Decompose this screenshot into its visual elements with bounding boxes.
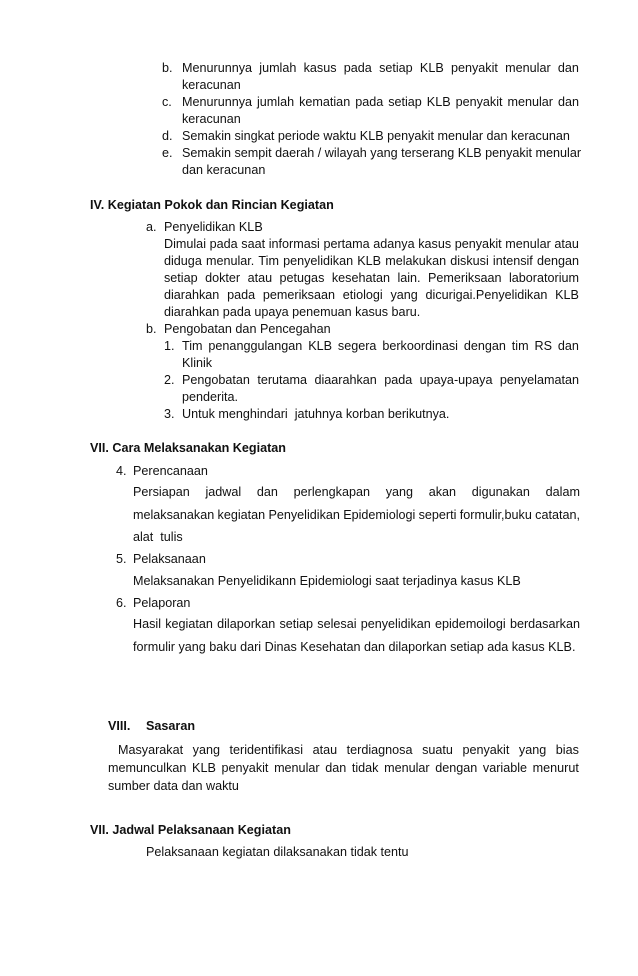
word: dan <box>256 485 278 499</box>
word: lain. <box>397 271 421 285</box>
list-marker: 3. <box>164 407 175 421</box>
word: dalam <box>545 485 580 499</box>
item-6-line1 <box>133 617 580 632</box>
paragraph-a-line5: diarahkan pada upaya penemuan kasus baru. <box>164 305 421 319</box>
word: KLB <box>426 95 451 109</box>
word: dicurigai.Penyelidikan <box>425 288 548 302</box>
word: pertama <box>323 237 370 251</box>
word: seperti <box>418 508 457 522</box>
subsection-b-title: Pengobatan dan Pencegahan <box>164 322 331 336</box>
word: dan <box>557 339 579 353</box>
list-item-1-line1 <box>182 339 579 354</box>
word: selesai <box>317 617 357 631</box>
list-item-1-line2: Klinik <box>182 356 213 370</box>
word: digunakan <box>471 485 530 499</box>
word: KLB <box>357 254 382 268</box>
list-marker: 5. <box>116 552 127 566</box>
word: menular <box>384 761 430 775</box>
word: pada <box>343 61 372 75</box>
word: penyakit <box>450 61 498 75</box>
word: jumlah <box>259 61 297 75</box>
word: menular <box>505 237 551 251</box>
word: Tim <box>258 254 279 268</box>
word: setiap <box>279 617 314 631</box>
list-item-c-line1 <box>182 95 579 110</box>
word: petugas <box>279 271 325 285</box>
word: berdasarkan <box>509 617 580 631</box>
list-marker: 2. <box>164 373 175 387</box>
word: dengan <box>536 254 579 268</box>
item-4-line1 <box>133 485 580 500</box>
word: kematian <box>299 95 351 109</box>
word: tidak <box>351 761 379 775</box>
word: informasi <box>268 237 320 251</box>
item-4-title: Perencanaan <box>133 464 208 478</box>
word: Hasil <box>133 617 161 631</box>
word: KLB <box>419 61 444 75</box>
word: melakukan <box>385 254 447 268</box>
word: bias <box>555 743 579 757</box>
word: dengan <box>435 761 478 775</box>
word: kasus <box>303 61 337 75</box>
word: jumlah <box>257 95 295 109</box>
word: tim <box>511 339 529 353</box>
word: KLB <box>555 288 579 302</box>
word: Pengobatan <box>182 373 250 387</box>
list-item-e-line2: dan keracunan <box>182 163 266 177</box>
list-item-3: Untuk menghindari jatuhnya korban berikutnya. <box>182 407 450 421</box>
word: Menurunnya <box>182 95 253 109</box>
paragraph-a-line1 <box>164 237 579 252</box>
word: diduga <box>164 254 202 268</box>
word: KLB <box>308 339 332 353</box>
word: jadwal <box>205 485 242 499</box>
section-viii-number: VIII. <box>108 719 131 733</box>
sasaran-line2 <box>108 761 579 776</box>
word: diaarahkan <box>314 373 377 387</box>
word: kegiatan <box>217 508 266 522</box>
word: Pemeriksaan <box>428 271 502 285</box>
word: dengan <box>463 339 506 353</box>
word: Menurunnya <box>182 61 253 75</box>
word: adanya <box>373 237 415 251</box>
word: Tim <box>182 339 203 353</box>
word: dan <box>557 61 579 75</box>
word: dilaporkan <box>217 617 276 631</box>
section-jadwal-heading: VII. Jadwal Pelaksanaan Kegiatan <box>90 823 291 837</box>
word: menular <box>505 61 551 75</box>
word: diarahkan <box>164 288 220 302</box>
list-marker: b. <box>146 322 157 336</box>
list-marker: a. <box>146 220 157 234</box>
word: epidemoilogi <box>435 617 506 631</box>
word: dokter <box>205 271 241 285</box>
word: terutama <box>257 373 308 387</box>
word: upaya-upaya <box>419 373 493 387</box>
word: melaksanakan <box>133 508 215 522</box>
word: suatu <box>422 743 453 757</box>
word: variable <box>482 761 528 775</box>
word: terdiagnosa <box>346 743 413 757</box>
word: formulir,buku <box>459 508 532 522</box>
word: yang <box>518 743 547 757</box>
list-item-d: Semakin singkat periode waktu KLB penyakit menular dan keracunan <box>182 129 570 143</box>
section-iv-heading: IV. Kegiatan Pokok dan Rincian Kegiatan <box>90 198 334 212</box>
list-item-e-line1: Semakin sempit daerah / wilayah yang terserang KLB penyakit menular <box>182 146 582 160</box>
sasaran-line3: sumber data dan waktu <box>108 779 239 793</box>
word: Penyelidikan <box>268 508 340 522</box>
word: menular. <box>205 254 255 268</box>
word: penyakit <box>221 761 269 775</box>
list-item-2-line1 <box>182 373 579 388</box>
word: atau <box>554 237 579 251</box>
word: pemeriksaan <box>262 288 335 302</box>
item-5-title: Pelaksanaan <box>133 552 206 566</box>
word: pada <box>355 95 384 109</box>
word: menular <box>274 761 320 775</box>
subsection-a-title: Penyelidikan KLB <box>164 220 263 234</box>
word: RS <box>534 339 552 353</box>
word: pada <box>227 288 256 302</box>
word: segera <box>337 339 377 353</box>
word: menular <box>507 95 553 109</box>
word: setiap <box>164 271 198 285</box>
sasaran-line1 <box>118 743 579 758</box>
word: penyelidikan <box>360 617 431 631</box>
word: Dimulai <box>164 237 206 251</box>
word: setiap <box>388 95 422 109</box>
list-marker: 1. <box>164 339 175 353</box>
word: Masyarakat <box>118 743 184 757</box>
word: setiap <box>379 61 413 75</box>
word: berkoordinasi <box>382 339 458 353</box>
list-marker: 4. <box>116 464 127 478</box>
word: atau <box>247 271 273 285</box>
word: saat <box>241 237 266 251</box>
word: perlengkapan <box>293 485 370 499</box>
item-4-line2 <box>133 508 580 523</box>
list-item-b-line2: keracunan <box>182 78 241 92</box>
word: KLB <box>192 761 216 775</box>
paragraph-a-line3 <box>164 271 579 286</box>
list-marker: c. <box>162 95 172 109</box>
item-4-line3: alat tulis <box>133 530 183 544</box>
word: Persiapan <box>133 485 190 499</box>
jadwal-text: Pelaksanaan kegiatan dilaksanakan tidak tentu <box>146 845 409 859</box>
word: memunculkan <box>108 761 187 775</box>
word: laboratorium <box>508 271 579 285</box>
word: etiologi <box>342 288 383 302</box>
list-marker: b. <box>162 61 173 75</box>
word: atau <box>312 743 338 757</box>
list-item-b-line1 <box>182 61 579 76</box>
item-6-line2: formulir yang baku dari Dinas Kesehatan dan dilaporkan setiap ada kasus KLB. <box>133 640 576 654</box>
word: intensif <box>492 254 533 268</box>
word: penyelamatan <box>499 373 579 387</box>
word: dan <box>557 95 579 109</box>
item-5-line1: Melaksanakan Penyelidikann Epidemiologi saat terjadinya kasus KLB <box>133 574 521 588</box>
word: diskusi <box>450 254 489 268</box>
word: kesehatan <box>331 271 390 285</box>
word: yang <box>192 743 220 757</box>
word: catatan, <box>535 508 580 522</box>
word: kegiatan <box>165 617 213 631</box>
word: penyelidikan <box>283 254 354 268</box>
word: kasus <box>418 237 452 251</box>
word: dan <box>325 761 347 775</box>
word: akan <box>428 485 457 499</box>
word: penanggulangan <box>208 339 303 353</box>
word: penyakit <box>462 743 510 757</box>
list-item-2-line2: penderita. <box>182 390 239 404</box>
section-vii-heading: VII. Cara Melaksanakan Kegiatan <box>90 441 286 455</box>
word: yang <box>390 288 418 302</box>
section-viii-title: Sasaran <box>146 719 196 733</box>
word: penyakit <box>454 237 502 251</box>
word: yang <box>385 485 414 499</box>
word: Epidemiologi <box>343 508 416 522</box>
word: penyakit <box>455 95 503 109</box>
word: menurut <box>532 761 579 775</box>
list-marker: d. <box>162 129 173 143</box>
paragraph-a-line4 <box>164 288 579 303</box>
list-item-c-line2: keracunan <box>182 112 241 126</box>
word: pada <box>384 373 413 387</box>
paragraph-a-line2 <box>164 254 579 269</box>
word: teridentifikasi <box>229 743 304 757</box>
list-marker: e. <box>162 146 173 160</box>
item-6-title: Pelaporan <box>133 596 191 610</box>
word: pada <box>209 237 238 251</box>
list-marker: 6. <box>116 596 127 610</box>
